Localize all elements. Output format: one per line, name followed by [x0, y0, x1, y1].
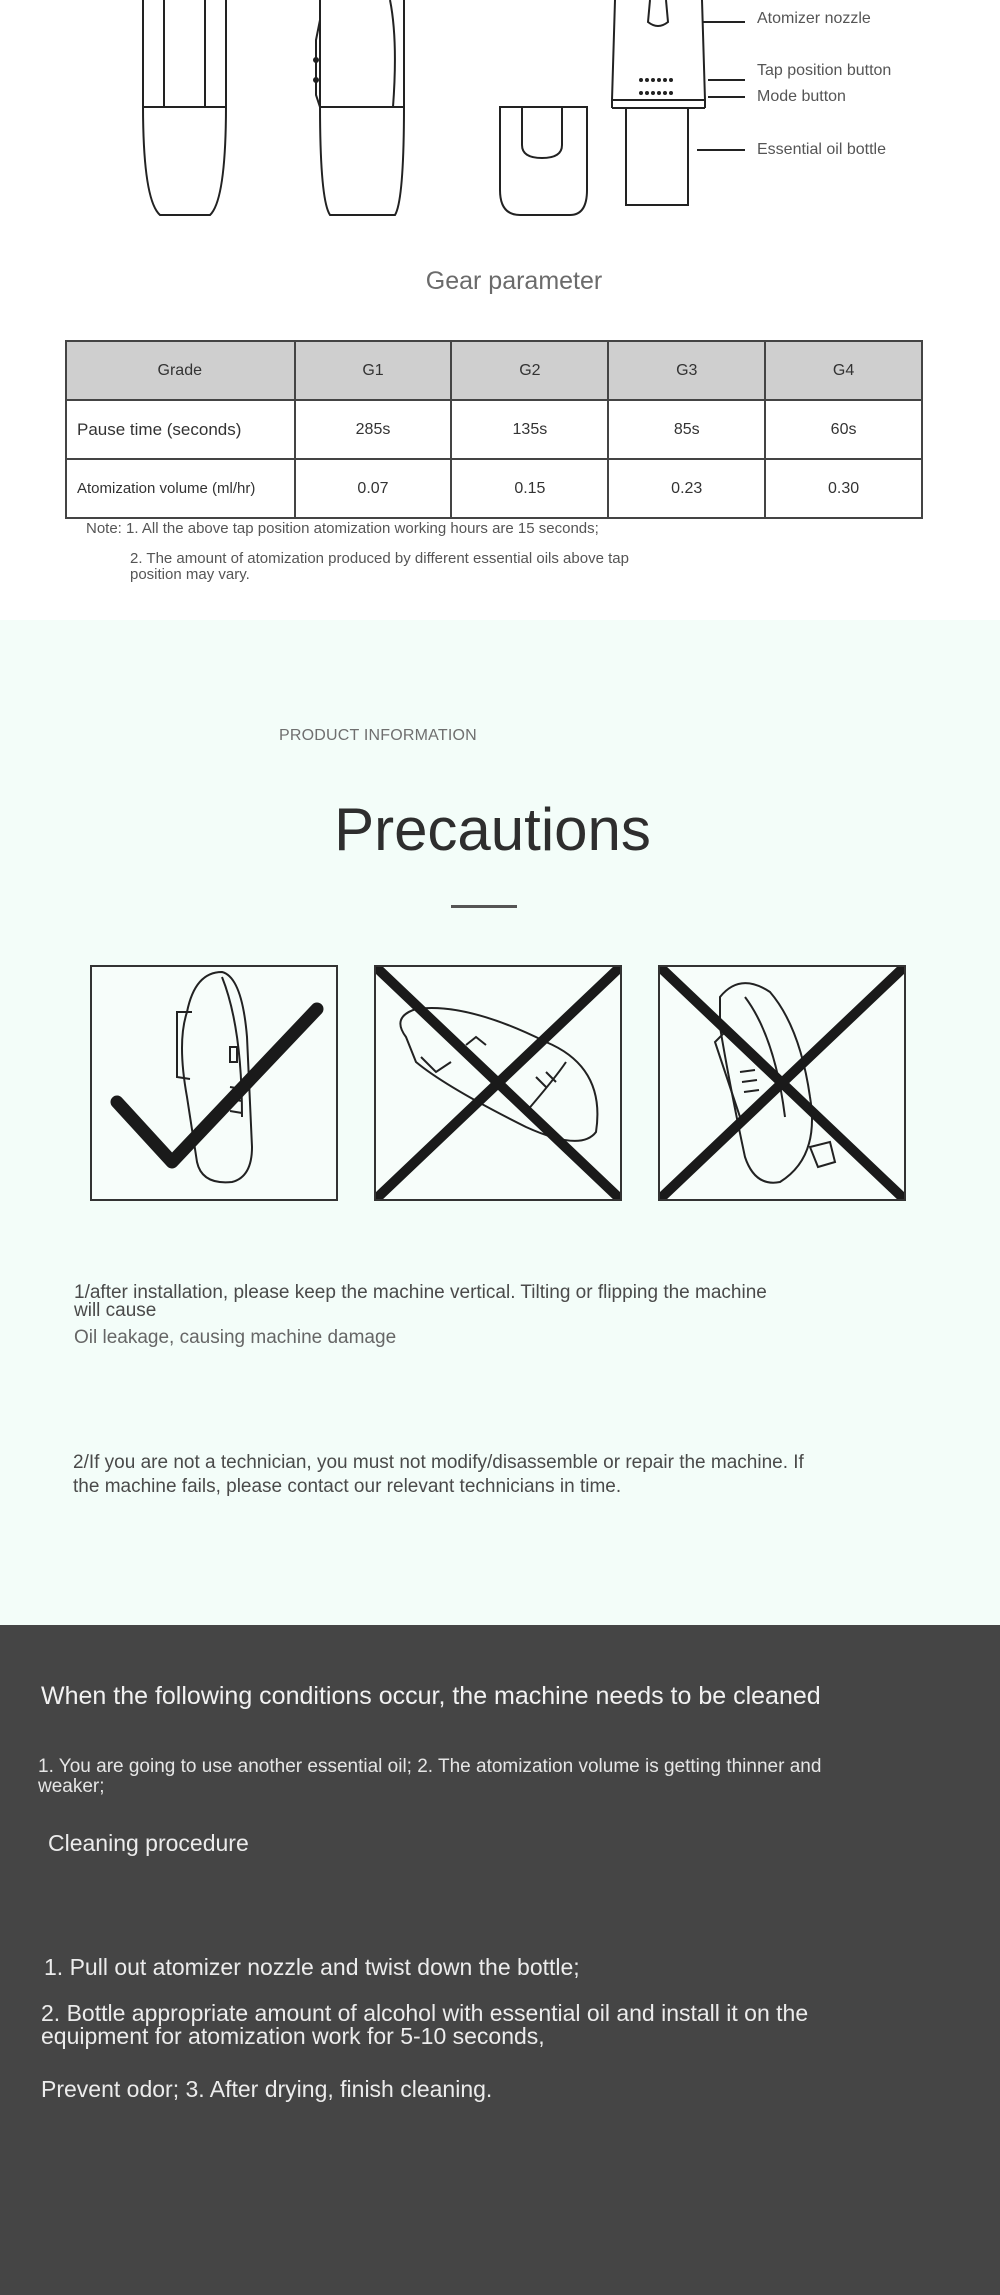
header-g4: G4	[765, 341, 922, 400]
upright-device-check-icon	[92, 967, 336, 1199]
lying-device-cross-icon	[376, 967, 620, 1199]
precaution-2-line-1: 2/If you are not a technician, you must not modify/disassemble or repair the machine. If	[73, 1452, 804, 1473]
header-g3: G3	[608, 341, 765, 400]
flipped-device-illustration	[658, 965, 906, 1201]
precaution-1-line-3: Oil leakage, causing machine damage	[74, 1327, 397, 1348]
tilted-device-illustration	[374, 965, 622, 1201]
table-cell: 60s	[765, 400, 922, 459]
header-g1: G1	[295, 341, 452, 400]
header-g2: G2	[451, 341, 608, 400]
precautions-section	[0, 620, 1000, 1625]
label-tap-position-button: Tap position button	[757, 62, 892, 79]
label-essential-oil-bottle: Essential oil bottle	[757, 141, 886, 158]
note-line-1: Note: 1. All the above tap position atomization working hours are 15 seconds;	[86, 520, 599, 537]
table-header-row	[66, 341, 922, 400]
table-cell: 0.30	[765, 459, 922, 518]
cleaning-section	[0, 1625, 1000, 2295]
correct-orientation-illustration	[90, 965, 338, 1201]
product-diagram-section	[0, 0, 1000, 620]
cleaning-step-2-line-1: 2. Bottle appropriate amount of alcohol with essential oil and install it on the	[41, 2000, 809, 2026]
table-cell: 0.07	[295, 459, 452, 518]
label-atomizer-nozzle: Atomizer nozzle	[757, 10, 871, 27]
product-information-label: PRODUCT INFORMATION	[279, 727, 477, 744]
table-cell: 85s	[608, 400, 765, 459]
cleaning-step-2-line-2: equipment for atomization work for 5-10 seconds,	[41, 2023, 545, 2049]
row-label-atomization-volume: Atomization volume (ml/hr)	[66, 459, 295, 518]
cleaning-conditions-line-1: 1. You are going to use another essential oil; 2. The atomization volume is getting thinner and	[38, 1756, 822, 1777]
table-row	[66, 400, 922, 459]
tilted-device-cross-icon	[660, 967, 904, 1199]
gear-parameter-title: Gear parameter	[425, 267, 603, 295]
cleaning-procedure-title: Cleaning procedure	[48, 1830, 249, 1856]
title-divider	[451, 905, 517, 908]
table-row	[66, 459, 922, 518]
table-cell: 135s	[451, 400, 608, 459]
cleaning-step-1: 1. Pull out atomizer nozzle and twist down the bottle;	[44, 1954, 580, 1980]
table-cell: 0.23	[608, 459, 765, 518]
precaution-1-line-2: will cause	[74, 1300, 157, 1321]
header-grade: Grade	[66, 341, 295, 400]
cleaning-conditions-line-2: weaker;	[38, 1776, 105, 1797]
cleaning-heading: When the following conditions occur, the machine needs to be cleaned	[41, 1682, 821, 1710]
cleaning-step-3: Prevent odor; 3. After drying, finish cleaning.	[41, 2076, 493, 2102]
note-line-3: position may vary.	[130, 566, 250, 583]
precautions-title: Precautions	[334, 796, 651, 863]
precaution-2-line-2: the machine fails, please contact our relevant technicians in time.	[73, 1476, 622, 1497]
note-line-2: 2. The amount of atomization produced by different essential oils above tap	[130, 550, 629, 567]
label-mode-button: Mode button	[757, 88, 846, 105]
table-cell: 0.15	[451, 459, 608, 518]
table-cell: 285s	[295, 400, 452, 459]
product-parts-diagram	[0, 0, 1000, 230]
gear-parameter-table	[65, 340, 923, 519]
row-label-pause-time: Pause time (seconds)	[66, 400, 295, 459]
precaution-1-line-1: 1/after installation, please keep the machine vertical. Tilting or flipping the machine	[74, 1282, 767, 1303]
